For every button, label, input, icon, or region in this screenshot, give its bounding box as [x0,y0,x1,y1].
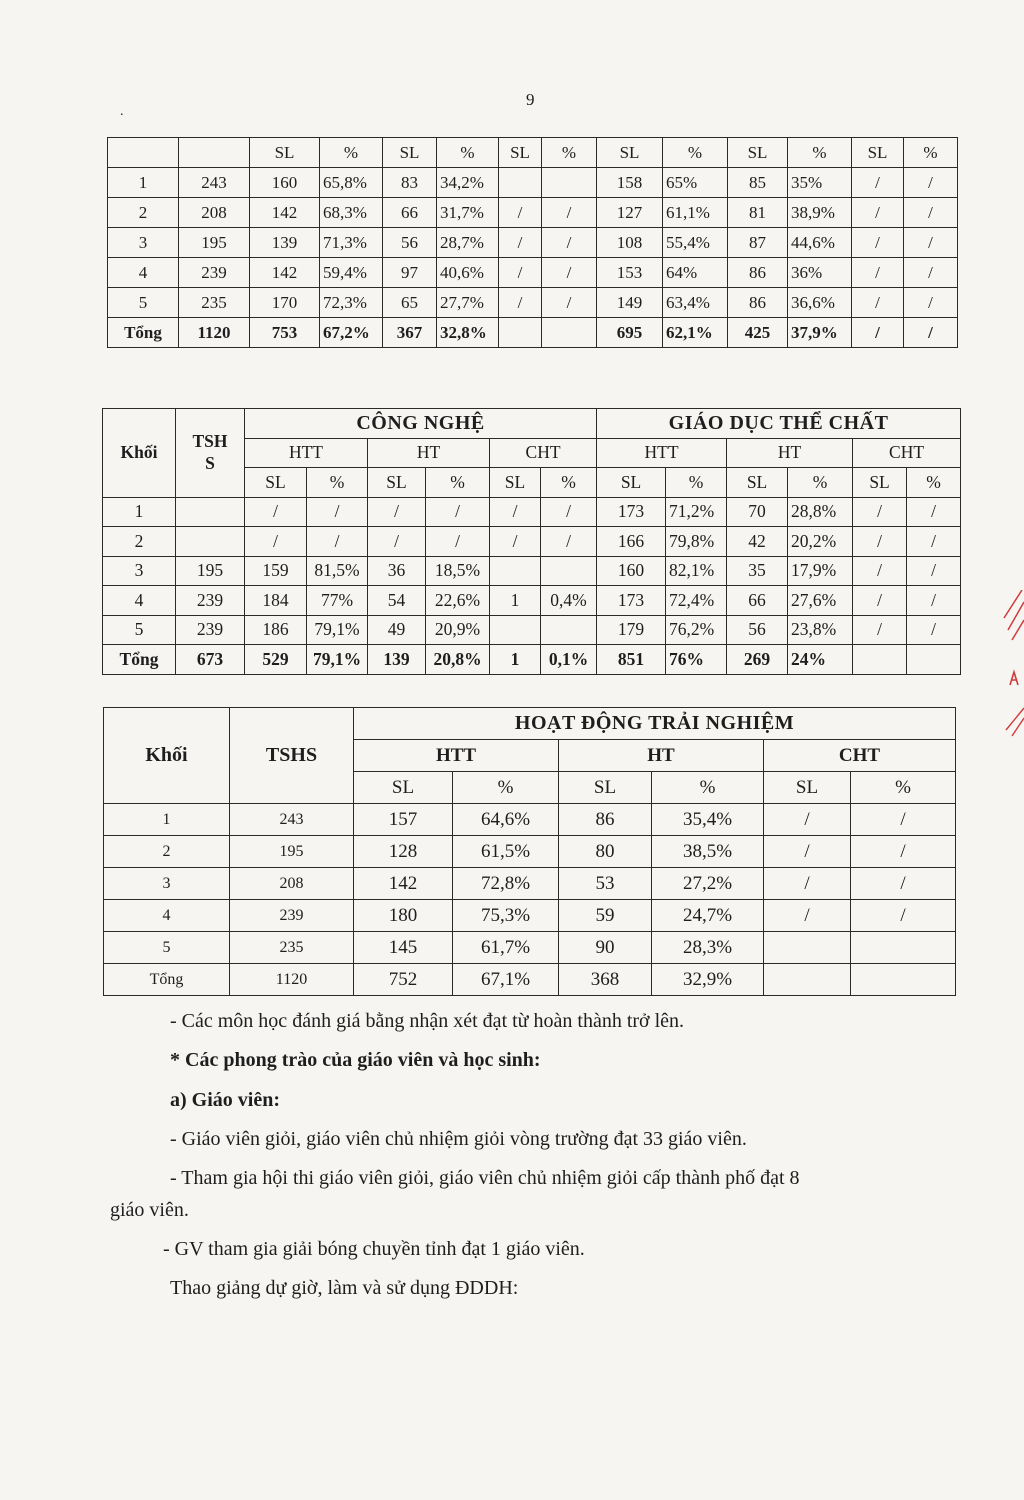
table3-cell: 61,5% [453,836,559,868]
table2-cell: 4 [103,586,176,616]
table3-cell: 368 [559,964,652,996]
table2-cell [541,556,597,586]
table1-cell: 65 [383,288,437,318]
table1-cell: 66 [383,198,437,228]
table2-cell: / [853,615,907,645]
table2-cell: 673 [176,645,245,675]
table2-row [103,527,961,557]
table1-cell: 367 [383,318,437,348]
results-table-1 [107,137,958,348]
table3-cell: / [764,836,851,868]
table1-row [108,258,958,288]
table2-row [103,497,961,527]
table2-cell: 82,1% [666,556,727,586]
table1-cell: 142 [250,198,320,228]
table1-sub-header: % [663,138,728,168]
table1-sub-header: SL [728,138,788,168]
table1-cell: 68,3% [320,198,383,228]
table2-khoi-header: Khối [103,409,176,498]
table3-cell: 64,6% [453,804,559,836]
table1-cell: / [852,288,904,318]
table3-cell: 72,8% [453,868,559,900]
table2-cell: 1 [490,586,541,616]
table1-cell: 127 [597,198,663,228]
table3-cell [764,964,851,996]
table1-cell: 208 [179,198,250,228]
table1-cell: 28,7% [437,228,499,258]
table1-cell: / [542,258,597,288]
table3-cell: / [851,900,956,932]
para-volleyball: - GV tham gia giải bóng chuyền tỉnh đạt 1 giáo viên. [163,1238,585,1260]
table2-cell: / [426,497,490,527]
table1-cell: / [499,288,542,318]
table2-cell: / [853,497,907,527]
table2-cell: 0,1% [541,645,597,675]
table2-cell [907,645,961,675]
red-stamp-fragment [1002,590,1024,740]
table2-cell: 179 [597,615,666,645]
table3-cell: 239 [230,900,354,932]
table3-cell: 1 [104,804,230,836]
table1-cell: / [904,228,958,258]
results-table-3 [103,707,956,996]
para-assessment-note: - Các môn học đánh giá bằng nhận xét đạt từ hoàn thành trở lên. [170,1010,685,1032]
table1-cell: 64% [663,258,728,288]
table1-cell: 425 [728,318,788,348]
table3-sub-header: % [652,772,764,804]
table3-cell: 243 [230,804,354,836]
table1-cell: 2 [108,198,179,228]
table2-cell: 35 [727,556,788,586]
table1-cell: 55,4% [663,228,728,258]
table1-cell: 1 [108,168,179,198]
table2-cell: 20,8% [426,645,490,675]
table3-cell: Tổng [104,964,230,996]
table3-cell: 61,7% [453,932,559,964]
table2-row [103,615,961,645]
table1-cell: / [499,228,542,258]
page-dot: . [120,104,124,119]
table2-cell: 159 [245,556,307,586]
table2-cell: / [426,527,490,557]
table2-cell: 49 [368,615,426,645]
table1-cell: 235 [179,288,250,318]
table2-cell: 71,2% [666,497,727,527]
table1-cell: / [542,228,597,258]
table3-cell: / [851,804,956,836]
table1-cell: 65,8% [320,168,383,198]
table1-cell: 72,3% [320,288,383,318]
table2-cell: 20,9% [426,615,490,645]
results-table-2 [102,408,961,675]
table2-sub-header: SL [368,468,426,498]
table2-cell: / [853,586,907,616]
table1-cell: / [904,288,958,318]
table1-sub-header: % [788,138,852,168]
table1-cell: 37,9% [788,318,852,348]
table1-cell: 44,6% [788,228,852,258]
table1-cell: 695 [597,318,663,348]
table3-row [104,868,956,900]
table1-cell: / [499,258,542,288]
table1-cell: 31,7% [437,198,499,228]
table3-sub-header: % [851,772,956,804]
table2-sub-header: % [666,468,727,498]
table2-cell: 79,8% [666,527,727,557]
table2-cell: / [368,497,426,527]
table1-cell: / [904,318,958,348]
table2-sub-header: SL [727,468,788,498]
table3-cell: 180 [354,900,453,932]
table2-cell [176,497,245,527]
table2-cell: 54 [368,586,426,616]
table2-cell: 2 [103,527,176,557]
table3-cell: 5 [104,932,230,964]
table2-cell: 239 [176,615,245,645]
table2-sub-header: % [307,468,368,498]
table3-row [104,900,956,932]
table3-tshs-header: TSHS [230,708,354,804]
para-good-teachers-school: - Giáo viên giỏi, giáo viên chủ nhiệm giỏi vòng trường đạt 33 giáo viên. [170,1128,747,1150]
table2-row [103,556,961,586]
table2-cell: 70 [727,497,788,527]
table1-cell: / [852,198,904,228]
table2-cell [541,615,597,645]
table3-cell: / [764,900,851,932]
table2-cell: / [307,497,368,527]
table2-tshs-header: TSHS [176,409,245,498]
table3-row [104,804,956,836]
table1-sub-header: SL [852,138,904,168]
table2-htt-1: HTT [245,438,368,468]
table2-sub-header: SL [597,468,666,498]
table2-cell: / [853,556,907,586]
table1-cell: 59,4% [320,258,383,288]
table2-cell: / [907,527,961,557]
table1-row [108,168,958,198]
table2-cell: 139 [368,645,426,675]
table3-cell: 75,3% [453,900,559,932]
table2-cell: / [368,527,426,557]
table2-cell: 173 [597,497,666,527]
table1-cell: 67,2% [320,318,383,348]
table2-cht-2: CHT [853,438,961,468]
para-good-teachers-city-line1: - Tham gia hội thi giáo viên giỏi, giáo viên chủ nhiệm giỏi cấp thành phố đạt 8 [170,1167,800,1189]
table3-row [104,932,956,964]
table3-cell: 32,9% [652,964,764,996]
table2-htt-2: HTT [597,438,727,468]
table1-sub-header: SL [383,138,437,168]
table3-cell: 86 [559,804,652,836]
table2-cell: 66 [727,586,788,616]
table2-cht-1: CHT [490,438,597,468]
table2-sub-header: SL [245,468,307,498]
para-good-teachers-city-line2: giáo viên. [110,1199,189,1221]
table1-cell: 86 [728,258,788,288]
section-movements-heading: * Các phong trào của giáo viên và học sinh: [170,1049,541,1071]
table2-subject-the-chat: GIÁO DỤC THỂ CHẤT [597,409,961,439]
table2-cell: / [907,615,961,645]
table2-cell: / [907,586,961,616]
table2-cell: / [490,497,541,527]
table3-cell: / [851,836,956,868]
table1-row [108,288,958,318]
table1-sub-header: % [437,138,499,168]
table2-sub-header: % [541,468,597,498]
table1-cell: 87 [728,228,788,258]
table3-cell: 27,2% [652,868,764,900]
table2-cell: / [541,497,597,527]
table2-cell: 1 [103,497,176,527]
para-lesson-observation: Thao giảng dự giờ, làm và sử dụng ĐDDH: [170,1277,519,1299]
table1-cell: / [852,168,904,198]
table2-cell: 173 [597,586,666,616]
table1-cell: 108 [597,228,663,258]
table3-cell [764,932,851,964]
table2-cell: 5 [103,615,176,645]
table2-cell [176,527,245,557]
table1-cell: 97 [383,258,437,288]
table3-cell: 59 [559,900,652,932]
table2-cell: 72,4% [666,586,727,616]
table2-cell: 77% [307,586,368,616]
table1-cell: 38,9% [788,198,852,228]
table1-cell [499,318,542,348]
table1-cell: 170 [250,288,320,318]
table1-cell: 158 [597,168,663,198]
table3-htt: HTT [354,740,559,772]
table2-cell: 56 [727,615,788,645]
table2-cell: 28,8% [788,497,853,527]
table3-sub-header: SL [354,772,453,804]
table1-row [108,228,958,258]
table1-cell: 83 [383,168,437,198]
table2-cell: 17,9% [788,556,853,586]
table2-cell: 24% [788,645,853,675]
table1-cell: 36% [788,258,852,288]
table2-cell: 0,4% [541,586,597,616]
table3-cell: 195 [230,836,354,868]
table1-cell: / [852,318,904,348]
table1-cell: 56 [383,228,437,258]
table1-cell: / [904,258,958,288]
table2-cell: 81,5% [307,556,368,586]
table1-cell: / [499,198,542,228]
table1-cell: 62,1% [663,318,728,348]
table1-cell: / [904,168,958,198]
table2-sub-header: % [426,468,490,498]
table3-sub-header: % [453,772,559,804]
table1-cell: / [852,228,904,258]
table2-cell: 36 [368,556,426,586]
table3-cell: 145 [354,932,453,964]
table1-cell: 5 [108,288,179,318]
table1-cell: 149 [597,288,663,318]
table3-subject: HOẠT ĐỘNG TRẢI NGHIỆM [354,708,956,740]
table2-cell: 20,2% [788,527,853,557]
table1-cell: 153 [597,258,663,288]
table3-cell: / [851,868,956,900]
table2-cell: 18,5% [426,556,490,586]
table1-sub-header: SL [597,138,663,168]
table1-blank-cell [179,138,250,168]
table1-total-row [108,318,958,348]
table2-ht-2: HT [727,438,853,468]
table2-cell: 22,6% [426,586,490,616]
table1-cell: 1120 [179,318,250,348]
table2-sub-header: % [907,468,961,498]
table2-cell: 23,8% [788,615,853,645]
table2-cell: / [907,556,961,586]
page-number: 9 [526,90,535,109]
table3-ht: HT [559,740,764,772]
table1-cell: 81 [728,198,788,228]
table1-sub-header: % [542,138,597,168]
table1-cell: 63,4% [663,288,728,318]
table2-sub-header: SL [853,468,907,498]
table3-cell: 752 [354,964,453,996]
table1-cell: / [542,288,597,318]
table3-row [104,836,956,868]
table1-cell: 142 [250,258,320,288]
table1-cell: 243 [179,168,250,198]
table2-cell: 76% [666,645,727,675]
table1-cell [499,168,542,198]
table1-cell: / [542,198,597,228]
table2-cell: / [907,497,961,527]
table2-cell: 79,1% [307,645,368,675]
table1-sub-header: % [904,138,958,168]
table3-cell: 157 [354,804,453,836]
table3-cell: 53 [559,868,652,900]
table2-cell: 27,6% [788,586,853,616]
table1-cell: 160 [250,168,320,198]
subsection-teachers-heading: a) Giáo viên: [170,1089,280,1111]
table1-cell: 32,8% [437,318,499,348]
table2-cell: 160 [597,556,666,586]
table1-cell: 195 [179,228,250,258]
table1-cell: 71,3% [320,228,383,258]
table3-cell: 235 [230,932,354,964]
table2-cell: 184 [245,586,307,616]
table1-cell: 35% [788,168,852,198]
table1-subheader-row [108,138,958,168]
table2-cell: 529 [245,645,307,675]
table3-khoi-header: Khối [104,708,230,804]
table3-cell: 28,3% [652,932,764,964]
table2-cell [853,645,907,675]
table3-sub-header: SL [559,772,652,804]
table3-cell: 1120 [230,964,354,996]
table2-cell: / [307,527,368,557]
table1-cell: 4 [108,258,179,288]
table2-cell: / [541,527,597,557]
table2-row [103,586,961,616]
table3-cell: 2 [104,836,230,868]
table3-cell: 128 [354,836,453,868]
table3-cell: 80 [559,836,652,868]
table2-cell: 1 [490,645,541,675]
table3-total-row [104,964,956,996]
table2-cell: 186 [245,615,307,645]
table2-total-row [103,645,961,675]
table1-cell: 239 [179,258,250,288]
table1-cell: 3 [108,228,179,258]
table1-cell: 61,1% [663,198,728,228]
table3-cell: 142 [354,868,453,900]
table3-cell: 67,1% [453,964,559,996]
table2-cell: 239 [176,586,245,616]
table2-cell: Tổng [103,645,176,675]
table3-cell: / [764,804,851,836]
table3-cell: 3 [104,868,230,900]
table2-cell: / [490,527,541,557]
table2-cell: 851 [597,645,666,675]
table3-cell: 208 [230,868,354,900]
table1-cell: 85 [728,168,788,198]
table2-sub-header: % [788,468,853,498]
table1-cell: 36,6% [788,288,852,318]
table1-cell: 86 [728,288,788,318]
table2-ht-1: HT [368,438,490,468]
table1-cell: 65% [663,168,728,198]
table2-subject-cong-nghe: CÔNG NGHỆ [245,409,597,439]
table1-cell: / [904,198,958,228]
table3-cell: 38,5% [652,836,764,868]
table2-cell: 166 [597,527,666,557]
table2-cell: 76,2% [666,615,727,645]
table1-cell: 753 [250,318,320,348]
table3-cell: 4 [104,900,230,932]
table1-cell: 27,7% [437,288,499,318]
table2-cell: 3 [103,556,176,586]
table1-row [108,198,958,228]
table2-cell: 79,1% [307,615,368,645]
table2-sub-header: SL [490,468,541,498]
table3-cell: 90 [559,932,652,964]
table1-cell: 34,2% [437,168,499,198]
table3-cht: CHT [764,740,956,772]
table2-cell: 269 [727,645,788,675]
table2-cell: / [245,497,307,527]
table1-sub-header: SL [499,138,542,168]
table2-cell: / [853,527,907,557]
table1-cell: 40,6% [437,258,499,288]
table3-cell: 24,7% [652,900,764,932]
table2-cell: 195 [176,556,245,586]
table1-sub-header: % [320,138,383,168]
table2-cell: / [245,527,307,557]
table1-cell [542,318,597,348]
table3-cell [851,964,956,996]
table1-cell: / [852,258,904,288]
table1-cell: 139 [250,228,320,258]
table3-cell [851,932,956,964]
table1-cell [542,168,597,198]
table3-cell: / [764,868,851,900]
table2-cell: 42 [727,527,788,557]
table1-cell: Tổng [108,318,179,348]
table1-sub-header: SL [250,138,320,168]
table3-cell: 35,4% [652,804,764,836]
table2-cell [490,615,541,645]
table1-blank-cell [108,138,179,168]
table3-sub-header: SL [764,772,851,804]
table2-cell [490,556,541,586]
